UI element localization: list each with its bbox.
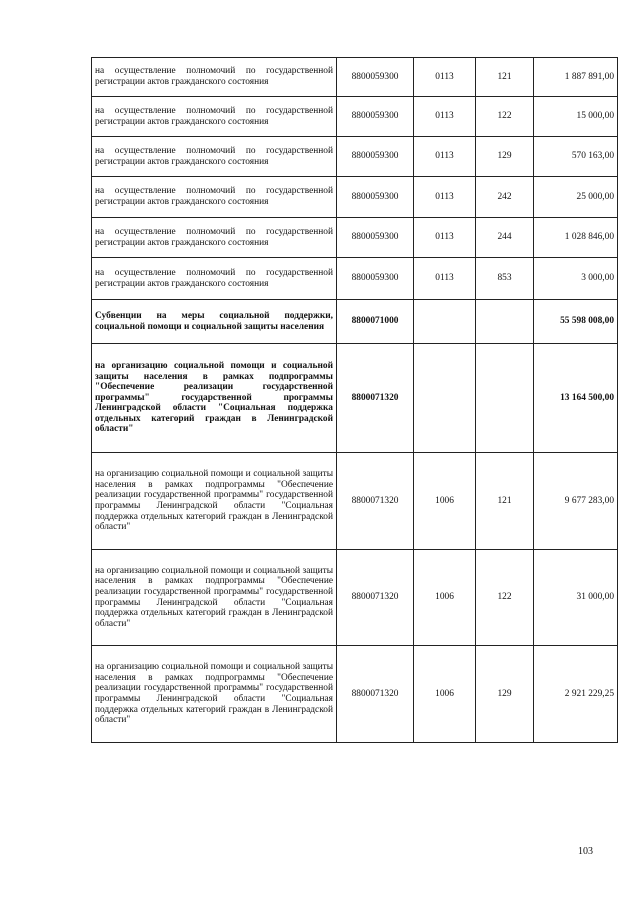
row-section-code: 0113	[414, 177, 476, 218]
row-expense-type-code: 129	[476, 646, 534, 743]
row-expense-type-code	[476, 300, 534, 344]
row-expense-type-code: 121	[476, 58, 534, 97]
table-row	[92, 550, 618, 646]
page-number: 103	[578, 846, 593, 857]
row-expense-type-code: 244	[476, 218, 534, 258]
row-amount: 1 028 846,00	[534, 218, 618, 258]
row-target-code: 8800059300	[337, 177, 414, 218]
row-amount: 13 164 500,00	[534, 344, 618, 453]
table-row	[92, 300, 618, 344]
row-description: на осуществление полномочий по государственной регистрации актов гражданского состояния	[92, 177, 337, 218]
row-amount: 55 598 008,00	[534, 300, 618, 344]
row-description: на осуществление полномочий по государственной регистрации актов гражданского состояния	[92, 58, 337, 97]
row-target-code: 8800059300	[337, 258, 414, 300]
row-target-code: 8800059300	[337, 137, 414, 177]
row-section-code: 1006	[414, 550, 476, 646]
row-amount: 570 163,00	[534, 137, 618, 177]
row-target-code: 8800071320	[337, 453, 414, 550]
row-amount: 9 677 283,00	[534, 453, 618, 550]
row-description: на осуществление полномочий по государственной регистрации актов гражданского состояния	[92, 137, 337, 177]
budget-table-body	[92, 58, 618, 743]
table-row	[92, 258, 618, 300]
table-row	[92, 97, 618, 137]
row-section-code: 1006	[414, 453, 476, 550]
row-expense-type-code	[476, 344, 534, 453]
table-row	[92, 344, 618, 453]
row-description: на осуществление полномочий по государственной регистрации актов гражданского состояния	[92, 97, 337, 137]
row-expense-type-code: 853	[476, 258, 534, 300]
row-description: на осуществление полномочий по государственной регистрации актов гражданского состояния	[92, 258, 337, 300]
row-amount: 15 000,00	[534, 97, 618, 137]
row-amount: 1 887 891,00	[534, 58, 618, 97]
row-target-code: 8800059300	[337, 218, 414, 258]
row-target-code: 8800071320	[337, 646, 414, 743]
row-expense-type-code: 122	[476, 550, 534, 646]
row-amount: 31 000,00	[534, 550, 618, 646]
row-amount: 3 000,00	[534, 258, 618, 300]
budget-table	[91, 57, 618, 743]
row-section-code: 1006	[414, 646, 476, 743]
row-section-code: 0113	[414, 218, 476, 258]
row-description: на организацию социальной помощи и социальной защиты населения в рамках подпрограммы "Обеспечение реализации государственной программы" государственной программы Ленинградской области "Социальная поддержка отдельных категорий граждан в Ленинградской области"	[92, 646, 337, 743]
row-section-code	[414, 300, 476, 344]
row-description: на организацию социальной помощи и социальной защиты населения в рамках подпрограммы "Обеспечение реализации государственной программы" государственной программы Ленинградской области "Социальная поддержка отдельных категорий граждан в Ленинградской области"	[92, 453, 337, 550]
row-section-code: 0113	[414, 137, 476, 177]
row-section-code: 0113	[414, 58, 476, 97]
table-row	[92, 646, 618, 743]
row-section-code: 0113	[414, 97, 476, 137]
table-row	[92, 177, 618, 218]
table-row	[92, 453, 618, 550]
row-target-code: 8800071000	[337, 300, 414, 344]
table-row	[92, 218, 618, 258]
row-target-code: 8800059300	[337, 58, 414, 97]
row-section-code	[414, 344, 476, 453]
row-description: Субвенции на меры социальной поддержки, социальной помощи и социальной защиты населения	[92, 300, 337, 344]
row-expense-type-code: 242	[476, 177, 534, 218]
table-row	[92, 58, 618, 97]
row-description: на осуществление полномочий по государственной регистрации актов гражданского состояния	[92, 218, 337, 258]
row-amount: 2 921 229,25	[534, 646, 618, 743]
row-target-code: 8800059300	[337, 97, 414, 137]
row-description: на организацию социальной помощи и социальной защиты населения в рамках подпрограммы "Обеспечение реализации государственной программы" государственной программы Ленинградской области "Социальная поддержка отдельных категорий граждан в Ленинградской области"	[92, 344, 337, 453]
row-expense-type-code: 121	[476, 453, 534, 550]
row-expense-type-code: 129	[476, 137, 534, 177]
row-description: на организацию социальной помощи и социальной защиты населения в рамках подпрограммы "Обеспечение реализации государственной программы" государственной программы Ленинградской области "Социальная поддержка отдельных категорий граждан в Ленинградской области"	[92, 550, 337, 646]
row-expense-type-code: 122	[476, 97, 534, 137]
row-amount: 25 000,00	[534, 177, 618, 218]
row-target-code: 8800071320	[337, 550, 414, 646]
row-section-code: 0113	[414, 258, 476, 300]
table-row	[92, 137, 618, 177]
row-target-code: 8800071320	[337, 344, 414, 453]
